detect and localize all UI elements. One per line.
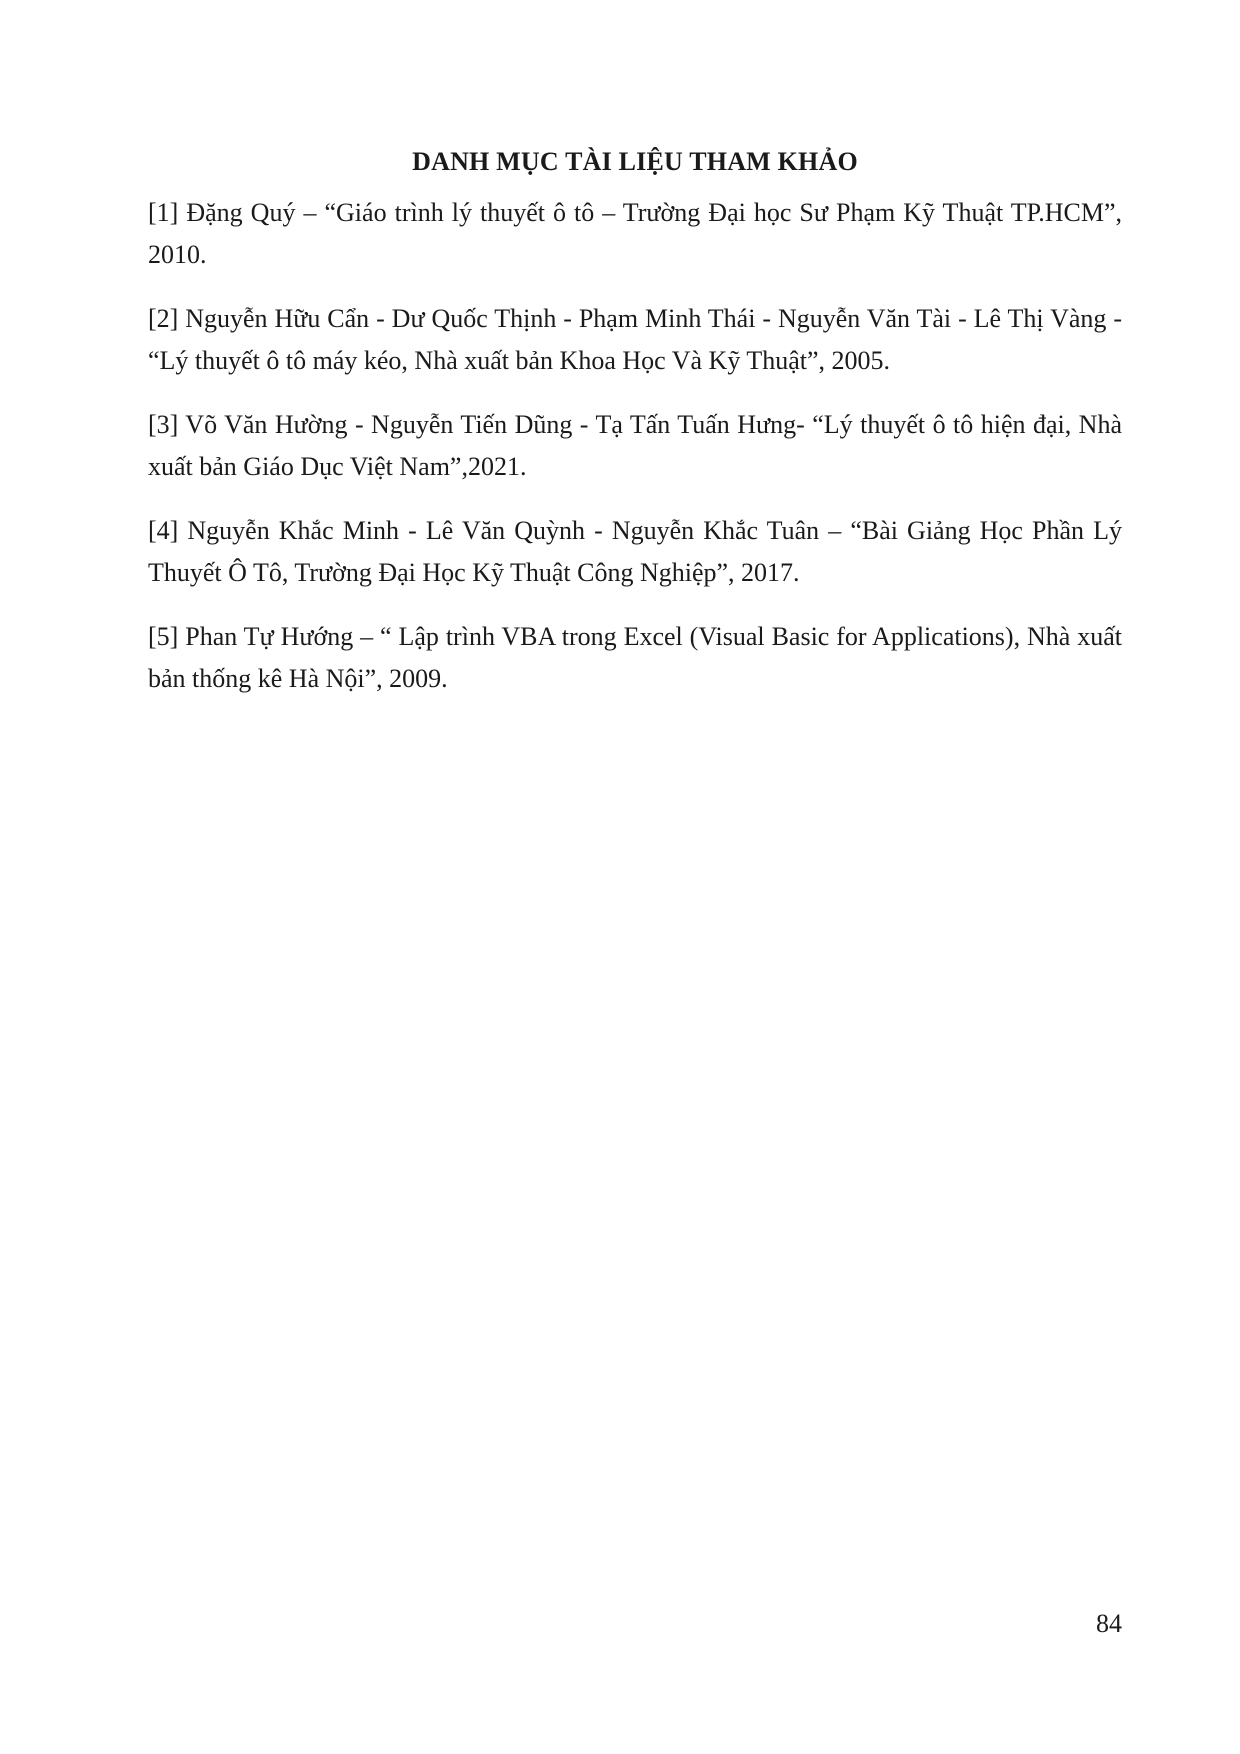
- reference-list: [148, 192, 1122, 722]
- page-number: 84: [1096, 1609, 1122, 1638]
- reference-item-1: [1] Đặng Quý – “Giáo trình lý thuyết ô tô – Trường Đại học Sư Phạm Kỹ Thuật TP.HCM”, 2010.: [148, 198, 1122, 269]
- reference-item-2: [2] Nguyễn Hữu Cẩn - Dư Quốc Thịnh - Phạm Minh Thái - Nguyễn Văn Tài - Lê Thị Vàng - “Lý thuyết ô tô máy kéo, Nhà xuất bản Khoa Học Và Kỹ Thuật”, 2005.: [148, 304, 1122, 375]
- reference-item-4: [4] Nguyễn Khắc Minh - Lê Văn Quỳnh - Nguyễn Khắc Tuân – “Bài Giảng Học Phần Lý Thuyết Ô Tô, Trường Đại Học Kỹ Thuật Công Nghiệp”, 2017.: [148, 516, 1122, 587]
- reference-item-5: [5] Phan Tự Hướng – “ Lập trình VBA trong Excel (Visual Basic for Applications), Nhà xuất bản thống kê Hà Nội”, 2009.: [148, 622, 1122, 693]
- reference-item-3: [3] Võ Văn Hường - Nguyễn Tiến Dũng - Tạ Tấn Tuấn Hưng- “Lý thuyết ô tô hiện đại, Nhà xuất bản Giáo Dục Việt Nam”,2021.: [148, 410, 1122, 481]
- page-title: DANH MỤC TÀI LIỆU THAM KHẢO: [412, 147, 858, 176]
